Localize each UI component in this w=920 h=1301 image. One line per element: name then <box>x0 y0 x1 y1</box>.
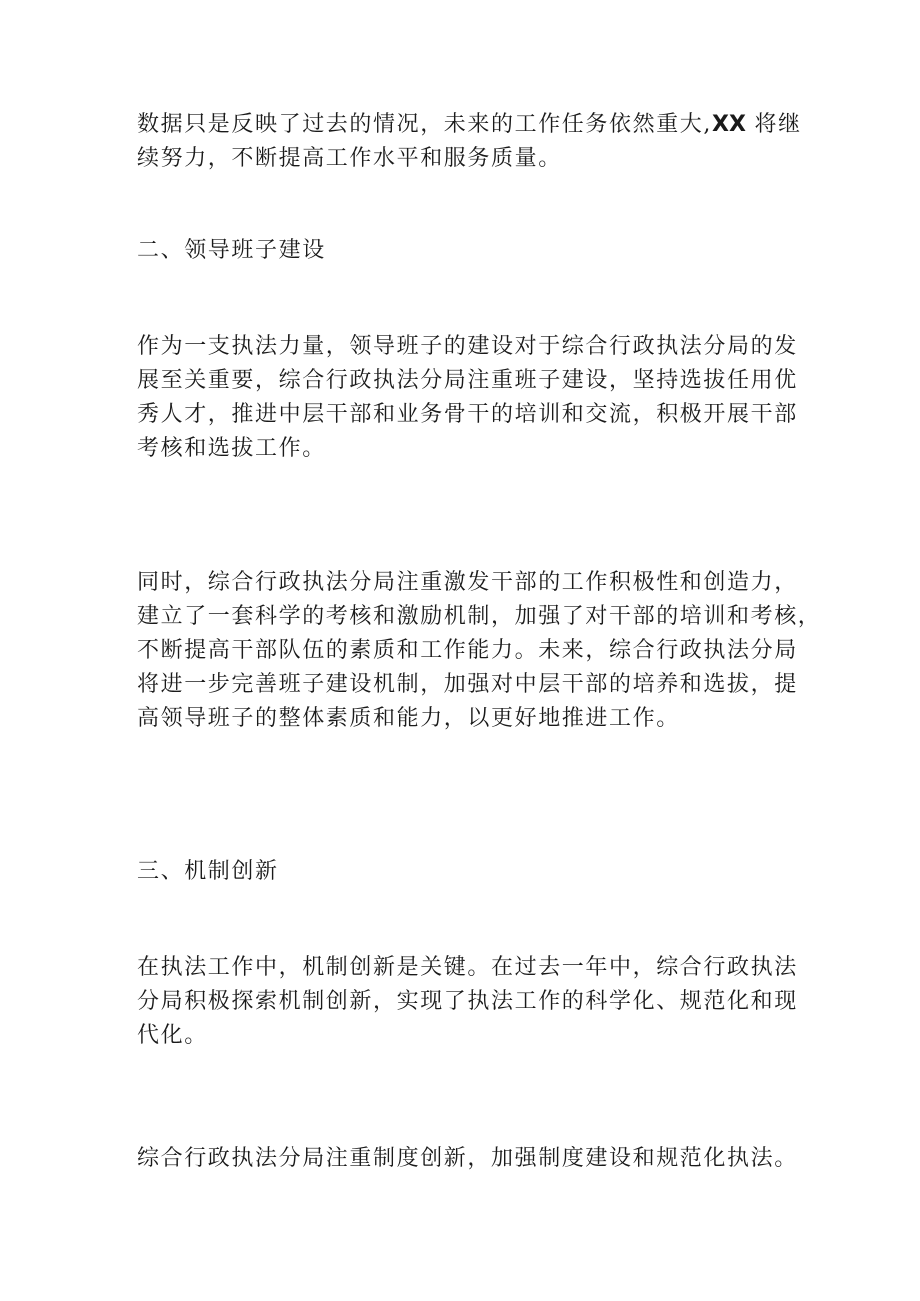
paragraph-line: 在执法工作中，机制创新是关键。在过去一年中，综合行政执法 <box>137 955 798 980</box>
intro-paragraph <box>137 108 802 176</box>
leadership-paragraph-2 <box>137 566 822 736</box>
paragraph-line: 作为一支执法力量，领导班子的建设对于综合行政执法分局的发 <box>137 334 798 359</box>
paragraph-line: 将进一步完善班子建设机制，加强对中层干部的培养和选拔，提 <box>137 672 798 697</box>
leadership-paragraph-1 <box>137 330 798 466</box>
paragraph-line: 分局积极探索机制创新，实现了执法工作的科学化、规范化和现 <box>137 989 798 1014</box>
paragraph-line: 高领导班子的整体素质和能力，以更好地推进工作。 <box>137 706 680 731</box>
paragraph-line: 代化。 <box>137 1023 208 1048</box>
paragraph-line <box>137 108 802 142</box>
paragraph-line: 续努力，不断提高工作水平和服务质量。 <box>137 146 562 171</box>
mechanism-paragraph-2 <box>137 1142 798 1176</box>
paragraph-line: 秀人才，推进中层干部和业务骨干的培训和交流，积极开展干部 <box>137 402 798 427</box>
section-heading-mechanism: 三、机制创新 <box>137 859 279 884</box>
paragraph-line: 展至关重要，综合行政执法分局注重班子建设，坚持选拔任用优 <box>137 368 798 393</box>
placeholder-xx: XX <box>712 112 746 137</box>
paragraph-line: 考核和选拔工作。 <box>137 436 326 461</box>
text-segment: 将继 <box>745 112 802 137</box>
paragraph-line: 不断提高干部队伍的素质和工作能力。未来，综合行政执法分局 <box>137 638 798 663</box>
paragraph-line: 综合行政执法分局注重制度创新，加强制度建设和规范化执法。 <box>137 1146 798 1171</box>
section-heading-leadership: 二、领导班子建设 <box>137 238 326 263</box>
mechanism-paragraph-1 <box>137 951 798 1053</box>
paragraph-line: 同时，综合行政执法分局注重激发干部的工作积极性和创造力， <box>137 570 798 595</box>
text-segment: 数据只是反映了过去的情况，未来的工作任务依然重大, <box>137 112 712 137</box>
paragraph-line: 建立了一套科学的考核和激励机制，加强了对干部的培训和考核， <box>137 604 822 629</box>
